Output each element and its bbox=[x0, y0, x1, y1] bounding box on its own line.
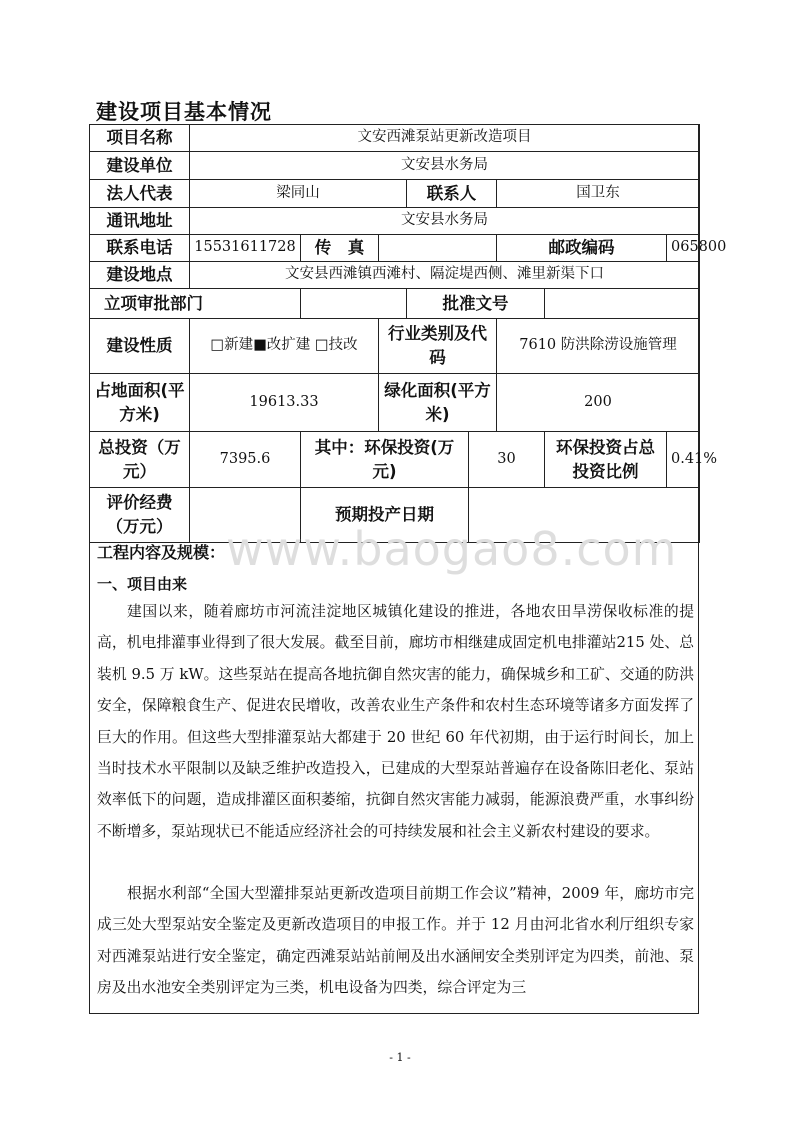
industry-value: 7610 防洪除涝设施管理 bbox=[497, 319, 700, 374]
address-value: 文安县水务局 bbox=[190, 208, 700, 235]
fax-label: 传 真 bbox=[301, 235, 379, 262]
green-value: 200 bbox=[497, 374, 700, 432]
table-row bbox=[90, 262, 700, 289]
page-title: 建设项目基本情况 bbox=[96, 100, 272, 124]
table-row bbox=[90, 374, 700, 432]
green-label: 绿化面积(平方米) bbox=[379, 374, 497, 432]
invest-label: 总投资（万元） bbox=[90, 432, 190, 488]
site-value: 文安县西滩镇西滩村、隔淀堤西侧、滩里新渠下口 bbox=[190, 262, 700, 289]
paragraph-1: 建国以来，随着廊坊市河流洼淀地区城镇化建设的推进，各地农田旱涝保收标准的提高，机电排灌事业得到了很大发展。截至目前，廊坊市相继建成固定机电排灌站215 处、总装机 9.5 万 kW。这些泵站在提高各地抗御自然灾害的能力，确保城乡和工矿、交通的防洪安全，保障粮食生产、促进农民增收，改善农业生产条件和农村生态环境等诸多方面发挥了巨大的作用。但这些大型排灌泵站大都建于 20 世纪 60 年代初期，由于运行时间长，加上当时技术水平限制以及缺乏维护改造投入，已建成的大型泵站普遍存在设备陈旧老化、泵站效率低下的问题，造成排灌区面积萎缩，抗御自然灾害能力减弱，能源浪费严重，水事纠纷不断增多，泵站现状已不能适应经济社会的可持续发展和社会主义新农村建设的要求。 bbox=[97, 603, 694, 840]
table-row bbox=[90, 432, 700, 488]
env-ratio-value: 0.41% bbox=[667, 432, 700, 488]
nature-label: 建设性质 bbox=[90, 319, 190, 374]
table-row bbox=[90, 235, 700, 262]
industry-label: 行业类别及代码 bbox=[379, 319, 497, 374]
contact-label: 联系人 bbox=[407, 180, 497, 208]
address-label: 通讯地址 bbox=[90, 208, 190, 235]
watermark: www.baogao8.com bbox=[226, 522, 678, 576]
phone-value: 15531611728 bbox=[190, 235, 301, 262]
approval-no-value bbox=[545, 289, 700, 319]
builder-value: 文安县水务局 bbox=[190, 152, 700, 180]
area-value: 19613.33 bbox=[190, 374, 379, 432]
env-invest-label: 其中：环保投资(万元) bbox=[301, 432, 469, 488]
legal-rep-value: 梁同山 bbox=[190, 180, 407, 208]
approval-dept-label: 立项审批部门 bbox=[90, 289, 301, 319]
table-row bbox=[90, 208, 700, 235]
table-row bbox=[90, 152, 700, 180]
postcode-label: 邮政编码 bbox=[497, 235, 667, 262]
builder-label: 建设单位 bbox=[90, 152, 190, 180]
fax-value bbox=[379, 235, 497, 262]
phone-label: 联系电话 bbox=[90, 235, 190, 262]
project-name-label: 项目名称 bbox=[90, 125, 190, 152]
paragraph-2: 根据水利部“全国大型灌排泵站更新改造项目前期工作会议”精神，2009 年，廊坊市完成三处大型泵站安全鉴定及更新改造项目的申报工作。并于 12 月由河北省水利厅组织专家对西滩泵站进行安全鉴定，确定西滩泵站站前闸及出水涵闸安全类别评定为四类，前池、泵房及出水池安全类别评定为三类，机电设备为四类，综合评定为三 bbox=[97, 885, 694, 997]
table-row bbox=[90, 125, 700, 152]
table-row bbox=[90, 319, 700, 374]
site-label: 建设地点 bbox=[90, 262, 190, 289]
postcode-value: 065800 bbox=[667, 235, 700, 262]
table-row bbox=[90, 180, 700, 208]
contact-value: 国卫东 bbox=[497, 180, 700, 208]
project-name-value: 文安西滩泵站更新改造项目 bbox=[190, 125, 700, 152]
eval-fee-label: 评价经费（万元） bbox=[90, 488, 190, 543]
nature-value: □新建■改扩建 □技改 bbox=[190, 319, 379, 374]
sub-heading: 一、项目由来 bbox=[97, 575, 188, 593]
project-info-table bbox=[89, 124, 727, 543]
area-label: 占地面积(平方米) bbox=[90, 374, 190, 432]
approval-no-label: 批准文号 bbox=[407, 289, 545, 319]
start-date-label: 预期投产日期 bbox=[301, 488, 469, 543]
approval-dept-value bbox=[301, 289, 407, 319]
env-ratio-label: 环保投资占总投资比例 bbox=[545, 432, 667, 488]
table-row bbox=[90, 289, 700, 319]
env-invest-value: 30 bbox=[469, 432, 545, 488]
section-heading: 工程内容及规模： bbox=[97, 543, 226, 562]
page-number: - 1 - bbox=[389, 1051, 411, 1064]
invest-value: 7395.6 bbox=[190, 432, 301, 488]
legal-rep-label: 法人代表 bbox=[90, 180, 190, 208]
